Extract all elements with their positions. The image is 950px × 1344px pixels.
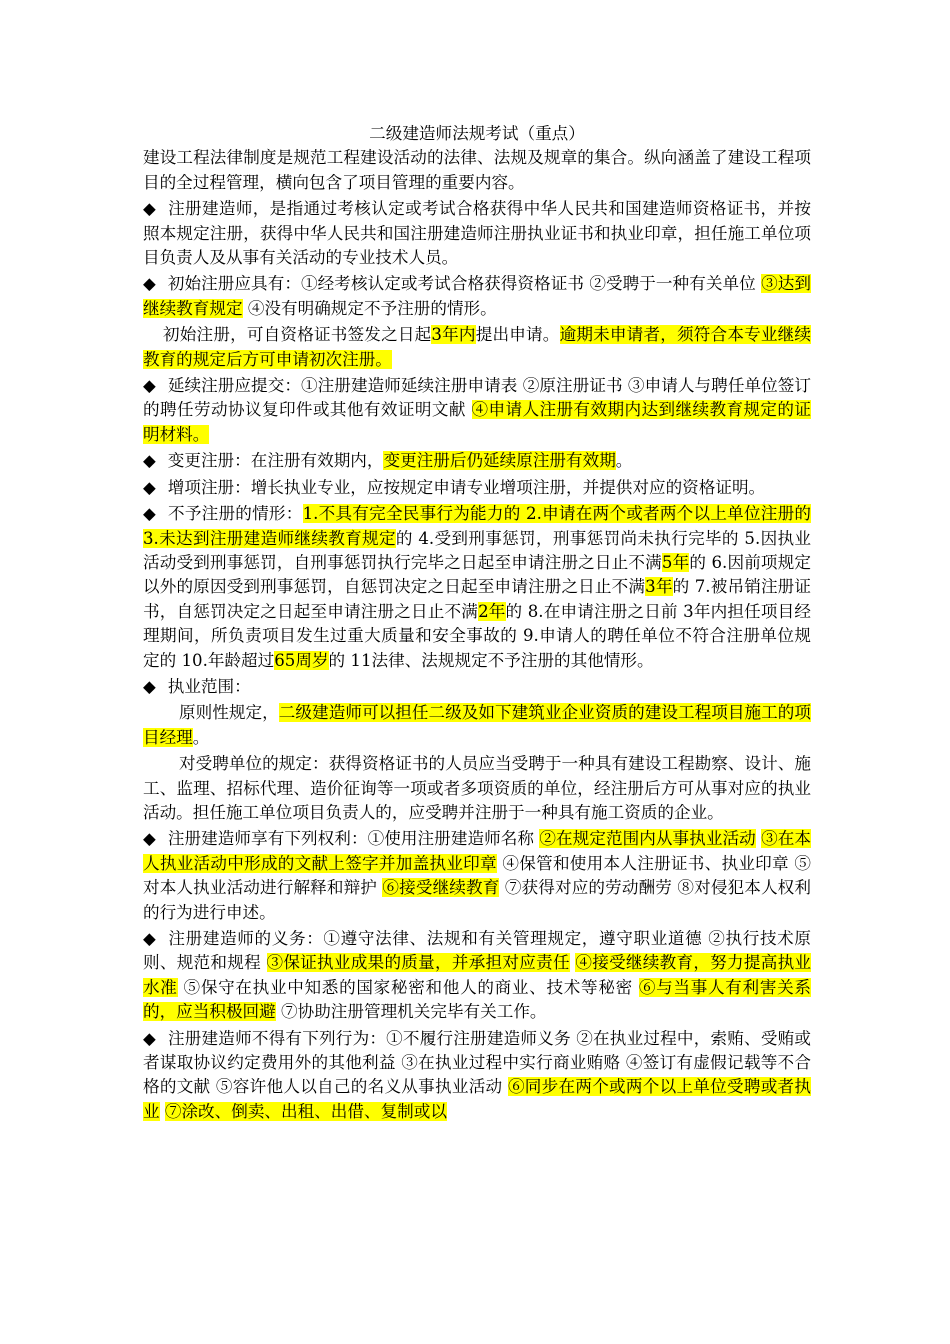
paragraph-renewal: ◆ 延续注册应提交：①注册建造师延续注册申请表 ②原注册证书 ③申请人与聘任单位签订的聘任劳动协议复印件或其他有效证明文献 ④申请人注册有效期内达到继续教育规定的证明材料。 [143,376,812,444]
paragraph-rights: ◆ 注册建造师享有下列权利：①使用注册建造师名称 ②在规定范围内从事执业活动 ③在本人执业活动中形成的文献上签字并加盖执业印章 ④保管和使用本人注册证书、执业印章 ⑤对本人执业活动进行解释和辩护 ⑥接受继续教育 ⑦获得对应的劳动酬劳 ⑧对侵犯本人权利的行为进行申述。 [143,829,812,922]
paragraph-scope-principle: 原则性规定，二级建造师可以担任二级及如下建筑业企业资质的建设工程项目施工的项目经理。 [143,703,811,747]
paragraph-initial-deadline: 初始注册，可自资格证书签发之日起3年内提出申请。逾期未申请者，须符合本专业继续教育的规定后方可申请初次注册。 [143,325,812,369]
highlight-text: ④接受继续教育，努力提高执业水准 [143,953,812,997]
paragraph-intro: 建设工程法律制度是规范工程建设活动的法律、法规及规章的集合。纵向涵盖了建设工程项目的全过程管理，横向包含了项目管理的重要内容。 [143,148,811,192]
paragraph-change: ◆ 变更注册：在注册有效期内，变更注册后仍延续原注册有效期。 [143,451,633,471]
highlight-text: 5年 [661,552,690,572]
paragraph-initial-registration: ◆ 初始注册应具有：①经考核认定或考试合格获得资格证书 ②受聘于一种有关单位 ③达到继续教育规定 ④没有明确规定不予注册的情形。 [143,274,811,318]
paragraph-scope-employer: 对受聘单位的规定：获得资格证书的人员应当受聘于一种具有建设工程勘察、设计、施工、监理、招标代理、造价征询等一项或者多项资质的单位，经注册后方可从事对应的执业活动。担任施工单位项目负责人的，应受聘并注册于一种具有施工资质的企业。 [143,754,811,822]
highlight-text: ⑥同步在两个或两个以上单位受聘或者执业 [143,1077,811,1121]
paragraph-definition: ◆ 注册建造师，是指通过考核认定或考试合格获得中华人民共和国建造师资格证书，并按照本规定注册，获得中华人民共和国注册建造师注册执业证书和执业印章，担任施工单位项目负责人及从事有关活动的专业技术人员。 [143,199,812,268]
highlight-text: 二级建造师可以担任二级及如下建筑业企业资质的建设工程项目施工的项目经理 [143,703,811,747]
highlight-text: 2年 [478,601,506,621]
document-page [143,122,811,1126]
highlight-text: ⑥接受继续教育 [382,878,500,898]
diamond-bullet-icon: ◆ [143,274,156,294]
paragraph-prohibited: ◆ 注册建造师不得有下列行为：①不履行注册建造师义务 ②在执业过程中，索贿、受贿或者谋取协议约定费用外的其他利益 ③在执业过程中实行商业贿赂 ④签订有虚假记载等不合格的文献 ⑤容许他人以自己的名义从事执业活动 ⑥同步在两个或两个以上单位受聘或者执业 ⑦涂改、倒卖、出租、出借、复制或以 [143,1028,811,1121]
highlight-text: 变更注册后仍延续原注册有效期 [383,451,616,471]
highlight-text: ③达到继续教育规定 [143,274,811,318]
paragraph-scope-heading: ◆ 执业范围： [143,676,251,696]
highlight-text: 3年 [645,577,673,597]
highlight-text: ③在本人执业活动中形成的文献上签字并加盖执业印章 [143,829,812,873]
document-title: 二级建造师法规考试（重点） [369,124,585,143]
highlight-text: 3年内 [431,325,476,345]
diamond-bullet-icon: ◆ [143,199,157,219]
diamond-bullet-icon: ◆ [143,376,156,396]
diamond-bullet-icon: ◆ [143,929,157,948]
diamond-bullet-icon: ◆ [143,504,156,524]
highlight-text: ⑦涂改、倒卖、出租、出借、复制或以 [164,1101,447,1121]
highlight-text: ④申请人注册有效期内达到继续教育规定的证明材料。 [143,400,812,444]
highlight-text: 逾期未申请者，须符合本专业继续教育的规定后方可申请初次注册。 [143,325,812,369]
paragraph-additional: ◆ 增项注册：增长执业专业，应按规定申请专业增项注册，并提供对应的资格证明。 [143,477,766,497]
diamond-bullet-icon: ◆ [143,477,156,497]
highlight-text: ②在规定范围内从事执业活动 [539,829,756,849]
diamond-bullet-icon: ◆ [143,1028,156,1048]
highlight-text: ⑥与当事人有利害关系的，应当积极回避 [143,977,811,1022]
diamond-bullet-icon: ◆ [143,829,156,849]
paragraph-duties: ◆ 注册建造师的义务：①遵守法律、法规和有关管理规定，遵守职业道德 ②执行技术原则、规范和规程 ③保证执业成果的质量，并承担对应责任 ④接受继续教育，努力提高执业水准 ⑤保守在执业中知悉的国家秘密和他人的商业、技术等秘密 ⑥与当事人有利害关系的，应当积极回避 ⑦协助注册管理机关完毕有关工作。 [143,929,812,1022]
paragraph-refusal: ◆ 不予注册的情形：1.不具有完全民事行为能力的 2.申请在两个或者两个以上单位注册的 3.未达到注册建造师继续教育规定的 4.受到刑事惩罚，刑事惩罚尚未执行完毕的 5.因执业活动受到刑事惩罚，自刑事惩罚执行完毕之日起至申请注册之日止不满5年的 6.因前项规定以外的原因受到刑事惩罚，自惩罚决定之日起至申请注册之日止不满3年的 7.被吊销注册证书，自惩罚决定之日起至申请注册之日止不满2年的 8.在申请注册之日前 3年内担任项目经理期间，所负责项目发生过重大质量和安全事故的 9.申请人的聘任单位不符合注册单位规定的 10.年龄超过65周岁的 11法律、法规规定不予注册的其他情形。 [143,504,812,670]
highlight-text: ③保证执业成果的质量，并承担对应责任 [266,953,570,973]
highlight-text: 1.不具有完全民事行为能力的 2.申请在两个或者两个以上单位注册的 3.未达到注册建造师继续教育规定 [143,504,812,548]
diamond-bullet-icon: ◆ [143,676,156,696]
highlight-text: 65周岁 [274,650,329,670]
diamond-bullet-icon: ◆ [143,451,156,471]
